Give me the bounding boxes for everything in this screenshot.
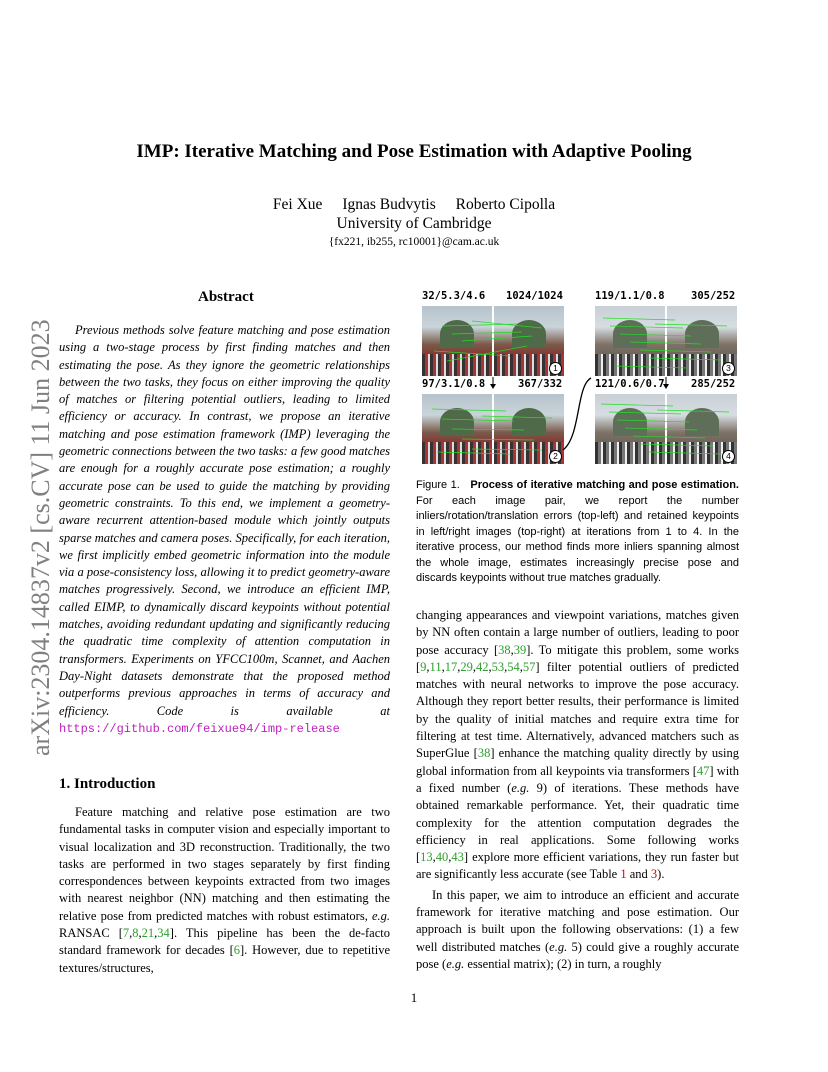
- citation-link[interactable]: 7: [122, 926, 130, 941]
- citation-link[interactable]: 39: [513, 642, 527, 657]
- caption-title: Process of iterative matching and pose estimation.: [470, 479, 739, 491]
- text-run: ] enhance the matching quality directly by using global information from all keypoints via transformers [: [416, 746, 739, 778]
- text-run: e.g.: [511, 780, 530, 795]
- abstract-heading: Abstract: [198, 289, 254, 305]
- caption-label: Figure 1.: [416, 479, 460, 491]
- abstract-body-text: Previous methods solve feature matching and pose estimation using a two-stage process by first finding matches and then estimating the pose. As they ignore the geometric relationships between the two tasks, they focus on either improving the quality of matches or filtering potential outliers, leading to limited efficiency or accuracy. In contrast, we propose an iterative matching and pose estimation framework (IMP) leveraging the geometric connections between the two tasks: a few good matches are enough for a roughly accurate pose estimation; a roughly accurate pose can be used to guide the matching by providing geometric constraints. To this end, we implement a geometry-aware recurrent attention-based module which jointly outputs sparse matches and camera poses. Specifically, for each iteration, we first implicitly embed geometric information into the module via a pose-consistency loss, allowing it to predict geometry-aware matches progressively. Second, we introduce an efficient IMP, called EIMP, to dynamically discard keypoints without potential matches, avoiding redundant updating and significantly reducing the quadratic time complexity of attention computation in transformers. Experiments on YFCC100m, Scannet, and Aachen Day-Night datasets demonstrate that the proposed method outperforms previous approaches in terms of accuracy and efficiency. Code is available at: [59, 323, 390, 718]
- caption-text: For each image pair, we report the number inliers/rotation/translation errors (top-left) and retained keypoints in left/right images (top-right) at iterations from 1 to 4. In the iterative process, our method finds more inliers spanning almost the whole image, estimates increasingly precise pose and discards keypoints without true matches gradually.: [416, 494, 739, 584]
- text-run: ] filter potential outliers of predicted matches with neural networks to improve the pose accuracy. Although they report better results, their performance is limited by the quality of initial matches and require extra time for filtering at test time. Alternatively, advanced matchers such as SuperGlue [: [416, 659, 739, 761]
- citation-link[interactable]: 21: [141, 926, 155, 941]
- iteration-badge: 1: [549, 362, 562, 375]
- text-run: e.g.: [446, 956, 465, 971]
- paper-title: IMP: Iterative Matching and Pose Estimation with Adaptive Pooling: [136, 141, 692, 162]
- author-list: [0, 196, 828, 214]
- author-email: {fx221, ib255, rc10001}@cam.ac.uk: [328, 236, 500, 248]
- abstract-text: [59, 322, 390, 738]
- citation-link[interactable]: 47: [696, 763, 710, 778]
- text-run: 5) could give a roughly accurate pose (: [416, 939, 740, 971]
- iteration-badge: 4: [722, 450, 735, 463]
- citation-link[interactable]: 40: [435, 850, 449, 865]
- figure-1: [416, 286, 739, 466]
- text-run: e.g.: [371, 908, 390, 923]
- text-run: 9) of iterations. These methods have obtained remarkable performance. Yet, their quadratic time complexity for the attention computation degrades the efficiency in real applications. Some following works [: [416, 780, 740, 865]
- citation-link[interactable]: 54: [507, 659, 520, 674]
- citation-link[interactable]: 17: [444, 659, 458, 674]
- author-name: Ignas Budvytis: [342, 196, 436, 213]
- page-number: 1: [410, 990, 418, 1005]
- citation-link[interactable]: 6: [233, 943, 241, 958]
- panel-error-label: 119/1.1/0.8: [595, 290, 665, 302]
- author-name: Fei Xue: [272, 196, 323, 213]
- panel-error-label: 121/0.6/0.7: [595, 378, 665, 390]
- figure-caption: [416, 478, 739, 587]
- citation-link[interactable]: 29: [460, 659, 473, 674]
- text-run: RANSAC [: [59, 926, 123, 941]
- affiliation: University of Cambridge: [336, 215, 492, 232]
- text-run: ] with a fixed number (: [416, 763, 740, 795]
- text-run: Feature matching and relative pose estimation are two fundamental tasks in computer vision and especially important to visual localization and 3D reconstruction. Traditionally, the two tasks are performed in two stages separately by first finding correspondences between keypoints extracted from two images with nearest neighbor (NN) matching and then estimating the relative pose from predicted matches with robust estimators,: [59, 805, 390, 923]
- citation-link[interactable]: 8: [132, 926, 139, 941]
- panel-keypoint-label: 305/252: [691, 290, 736, 302]
- citation-link[interactable]: 38: [477, 746, 491, 761]
- citation-link[interactable]: 43: [451, 850, 464, 865]
- citation-link[interactable]: 42: [475, 659, 489, 674]
- code-link[interactable]: https://github.com/feixue94/imp-release: [59, 721, 340, 736]
- arxiv-identifier: arXiv:2304.14837v2 [cs.CV] 11 Jun 2023: [26, 319, 55, 756]
- citation-link[interactable]: 34: [157, 926, 170, 941]
- panel-keypoint-label: 367/332: [518, 378, 563, 390]
- right-column-text: [416, 607, 739, 973]
- text-run: In this paper, we aim to introduce an efficient and accurate framework for iterative matching and pose estimation. Our approach is built upon the following observations: (1) a few well distributed matches (: [416, 887, 739, 954]
- citation-link[interactable]: 13: [420, 850, 433, 865]
- text-run: changing appearances and viewpoint variations, matches given by NN often contain a large number of outliers, leading to poor pose accuracy [: [416, 608, 739, 657]
- citation-link[interactable]: 38: [498, 642, 511, 657]
- text-run: ).: [657, 867, 665, 882]
- introduction-paragraph: Feature matching and relative pose estimation are two fundamental tasks in computer vision and especially important to visual localization and 3D reconstruction. Traditionally, the two tasks are performed in two stages separately by first finding correspondences between keypoints extracted from two images with nearest neighbor (NN) matching and then estimating the relative pose from predicted matches with robust estimators, e.g. RANSAC [7,8,21,34]. This pipeline has been the de-facto standard framework for decades [6]. However, due to repetitive textures/structures,: [59, 805, 390, 975]
- author-name: Roberto Cipolla: [455, 196, 556, 213]
- panel-error-label: 32/5.3/4.6: [422, 290, 486, 302]
- panel-error-label: 97/3.1/0.8: [422, 378, 486, 390]
- citation-link[interactable]: 9: [420, 659, 427, 674]
- iteration-badge: 3: [722, 362, 735, 375]
- text-run: ]. However, due to repetitive textures/structures,: [59, 943, 390, 975]
- citation-link[interactable]: 53: [491, 659, 505, 674]
- panel-keypoint-label: 1024/1024: [506, 290, 563, 302]
- text-run: ]. This pipeline has been the de-facto standard framework for decades [: [59, 926, 390, 958]
- text-run: e.g.: [549, 939, 568, 954]
- text-run: ] explore more efficient variations, they run faster but are significantly less accurate (see Table: [416, 850, 739, 882]
- iteration-badge: 2: [549, 450, 562, 463]
- paragraph: [416, 887, 739, 973]
- paragraph: changing appearances and viewpoint variations, matches given by NN often contain a large number of outliers, leading to poor pose accuracy [38,39]. To mitigate this problem, some works [9,11,17,29,42,53,54,57] filter potential outliers of predicted matches with neural networks to improve the pose accuracy. Although they report better results, their performance is limited by the quality of initial matches and require extra time for filtering at test time. Alternatively, advanced matchers such as SuperGlue [38] enhance the matching quality directly by using global information from all keypoints via transformers [47] with a fixed number (e.g. 9) of iterations. These methods have obtained remarkable performance. Yet, their quadratic time complexity for the attention computation degrades the efficiency in real applications. Some following works [13,40,43] explore more efficient variations, they run faster but are significantly less accurate (see Table 1 and 3).: [416, 608, 740, 882]
- text-run: and: [626, 867, 651, 882]
- text-run: ]. To mitigate this problem, some works [: [416, 642, 739, 674]
- section-heading-introduction: 1. Introduction: [59, 776, 156, 792]
- iteration-arrows: [416, 286, 739, 466]
- panel-keypoint-label: 285/252: [691, 378, 736, 390]
- table-ref-link[interactable]: 3: [650, 867, 658, 882]
- citation-link[interactable]: 57: [522, 659, 536, 674]
- citation-link[interactable]: 11: [429, 659, 442, 674]
- text-run: essential matrix); (2) in turn, a roughly: [464, 956, 662, 971]
- table-ref-link[interactable]: 1: [620, 867, 627, 882]
